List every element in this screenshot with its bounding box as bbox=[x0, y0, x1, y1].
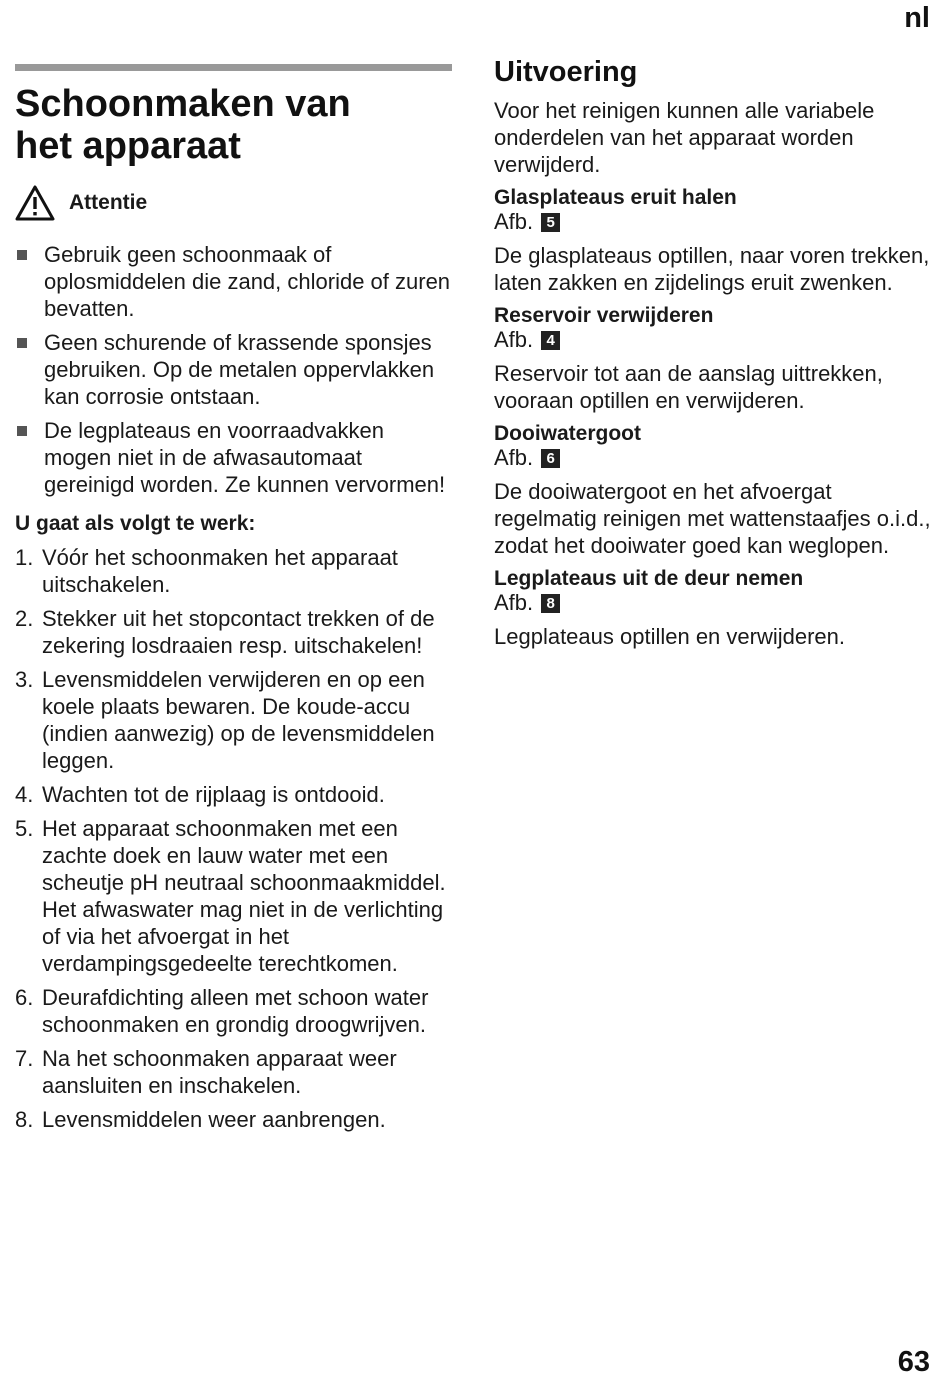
step-item bbox=[15, 1106, 452, 1133]
figure-label: Afb. bbox=[494, 590, 534, 615]
step-number: 1. bbox=[15, 545, 34, 570]
step-item bbox=[15, 666, 452, 774]
left-column bbox=[15, 64, 452, 1140]
bullet-text: Geen schurende of krassende sponsjes gebruiken. Op de metalen oppervlakken kan corrosie ontstaan. bbox=[44, 330, 435, 409]
subsection-reservoir bbox=[494, 304, 934, 414]
subsection-glass-shelves bbox=[494, 186, 934, 296]
list-item bbox=[15, 417, 452, 498]
step-number: 4. bbox=[15, 782, 34, 807]
subsection-text: Reservoir tot aan de aanslag uittrekken, vooraan optillen en verwijderen. bbox=[494, 361, 883, 413]
step-number: 2. bbox=[15, 606, 34, 631]
list-item bbox=[15, 241, 452, 322]
figure-label: Afb. bbox=[494, 327, 534, 352]
step-text: Na het schoonmaken apparaat weer aansluiten en inschakelen. bbox=[42, 1046, 397, 1098]
subsection-door-shelves bbox=[494, 567, 934, 650]
figure-reference bbox=[494, 446, 934, 470]
step-text: Het apparaat schoonmaken met een zachte doek en lauw water met een scheutje pH neutraal schoonmaakmiddel. Het afwaswater mag niet in de verlichting of via het afvoergat in het verdampingsgedeelte terechtkomen. bbox=[42, 816, 446, 976]
page-number: 63 bbox=[897, 1346, 930, 1378]
step-text: Levensmiddelen weer aanbrengen. bbox=[42, 1107, 386, 1132]
subsection-title: Dooiwatergoot bbox=[494, 422, 641, 445]
subsection-title: Glasplateaus eruit halen bbox=[494, 186, 737, 209]
subsection-text: De dooiwatergoot en het afvoergat regelmatig reinigen met wattenstaafjes o.i.d., zodat het dooiwater goed kan weglopen. bbox=[494, 479, 931, 558]
figure-number-badge: 5 bbox=[541, 213, 560, 232]
subsection-title: Legplateaus uit de deur nemen bbox=[494, 567, 804, 590]
step-number: 7. bbox=[15, 1046, 34, 1071]
step-text: Stekker uit het stopcontact trekken of de zekering losdraaien resp. uitschakelen! bbox=[42, 606, 435, 658]
figure-label: Afb. bbox=[494, 209, 534, 234]
subsection-defrost-channel bbox=[494, 422, 934, 559]
step-item bbox=[15, 984, 452, 1038]
step-item bbox=[15, 781, 452, 808]
section-title: Uitvoering bbox=[494, 56, 638, 88]
step-item bbox=[15, 544, 452, 598]
figure-label: Afb. bbox=[494, 445, 534, 470]
attention-notice bbox=[15, 185, 452, 221]
language-code: nl bbox=[904, 2, 930, 34]
subsection-text: De glasplateaus optillen, naar voren trekken, laten zakken en zijdelings eruit zwenken. bbox=[494, 243, 930, 295]
list-item bbox=[15, 329, 452, 410]
figure-number-badge: 4 bbox=[541, 331, 560, 350]
bullet-square-icon bbox=[17, 426, 27, 436]
figure-reference bbox=[494, 591, 934, 615]
step-item bbox=[15, 1045, 452, 1099]
subsection-title: Reservoir verwijderen bbox=[494, 304, 714, 327]
step-number: 6. bbox=[15, 985, 34, 1010]
figure-reference bbox=[494, 328, 934, 352]
right-column bbox=[494, 56, 934, 656]
warning-triangle-icon bbox=[15, 185, 55, 221]
figure-reference bbox=[494, 210, 934, 234]
subsection-text: Legplateaus optillen en verwijderen. bbox=[494, 624, 846, 649]
figure-number-badge: 6 bbox=[541, 449, 560, 468]
section-rule bbox=[15, 64, 452, 71]
bullet-square-icon bbox=[17, 338, 27, 348]
steps-heading: U gaat als volgt te werk: bbox=[15, 512, 256, 535]
intro-text: Voor het reinigen kunnen alle variabele onderdelen van het apparaat worden verwijderd. bbox=[494, 98, 875, 177]
bullet-square-icon bbox=[17, 250, 27, 260]
step-item bbox=[15, 815, 452, 977]
step-number: 8. bbox=[15, 1107, 34, 1132]
step-number: 3. bbox=[15, 667, 34, 692]
page-title bbox=[15, 83, 452, 167]
step-text: Deurafdichting alleen met schoon water schoonmaken en grondig droogwrijven. bbox=[42, 985, 429, 1037]
figure-number-badge: 8 bbox=[541, 594, 560, 613]
attention-label: Attentie bbox=[69, 191, 148, 214]
step-item bbox=[15, 605, 452, 659]
step-number: 5. bbox=[15, 816, 34, 841]
bullet-text: De legplateaus en voorraadvakken mogen niet in de afwasautomaat gereinigd worden. Ze kunnen vervormen! bbox=[44, 418, 446, 497]
step-text: Vóór het schoonmaken het apparaat uitschakelen. bbox=[42, 545, 398, 597]
title-line-1: Schoonmaken van bbox=[15, 83, 351, 125]
step-text: Wachten tot de rijplaag is ontdooid. bbox=[42, 782, 385, 807]
bullet-text: Gebruik geen schoonmaak of oplosmiddelen die zand, chloride of zuren bevatten. bbox=[44, 242, 451, 321]
step-text: Levensmiddelen verwijderen en op een koele plaats bewaren. De koude-accu (indien aanwezig) op de levensmiddelen leggen. bbox=[42, 667, 435, 773]
title-line-2: het apparaat bbox=[15, 125, 241, 167]
warning-list bbox=[15, 241, 452, 498]
steps-list bbox=[15, 544, 452, 1133]
